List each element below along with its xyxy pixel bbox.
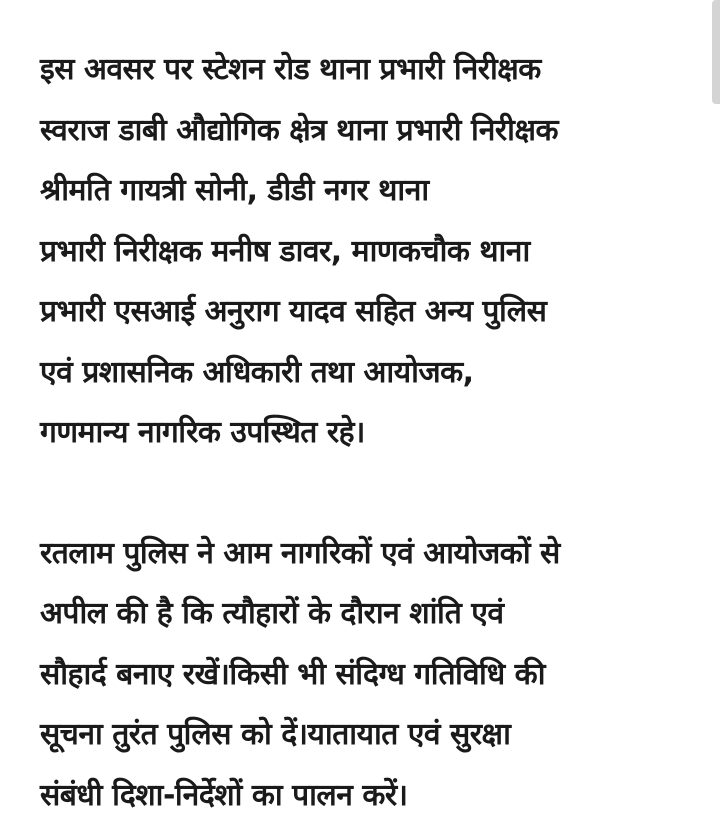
text-line: सौहार्द बनाए रखें।किसी भी संदिग्ध गतिविधि की (40, 645, 690, 706)
text-line: सूचना तुरंत पुलिस को दें।यातायात एवं सुरक्षा (40, 705, 690, 766)
text-line: श्रीमति गायत्री सोनी, डीडी नगर थाना (40, 161, 690, 222)
scrollbar-thumb[interactable] (712, 0, 720, 104)
text-line: स्वराज डाबी औद्योगिक क्षेत्र थाना प्रभारी निरीक्षक (40, 101, 690, 162)
article-body (40, 40, 690, 826)
text-line: संबंधी दिशा-निर्देशों का पालन करें। (40, 766, 690, 826)
text-line: गणमान्य नागरिक उपस्थित रहे। (40, 403, 690, 464)
paragraph-spacer (40, 464, 690, 524)
text-line: एवं प्रशासनिक अधिकारी तथा आयोजक, (40, 343, 690, 404)
paragraph-appeal (40, 524, 690, 826)
text-line: रतलाम पुलिस ने आम नागरिकों एवं आयोजकों से (40, 524, 690, 585)
text-line: प्रभारी एसआई अनुराग यादव सहित अन्य पुलिस (40, 282, 690, 343)
text-line: अपील की है कि त्यौहारों के दौरान शांति एवं (40, 584, 690, 645)
text-line: प्रभारी निरीक्षक मनीष डावर, माणकचौक थाना (40, 222, 690, 283)
text-line: इस अवसर पर स्टेशन रोड थाना प्रभारी निरीक्षक (40, 40, 690, 101)
paragraph-attendees (40, 40, 690, 464)
